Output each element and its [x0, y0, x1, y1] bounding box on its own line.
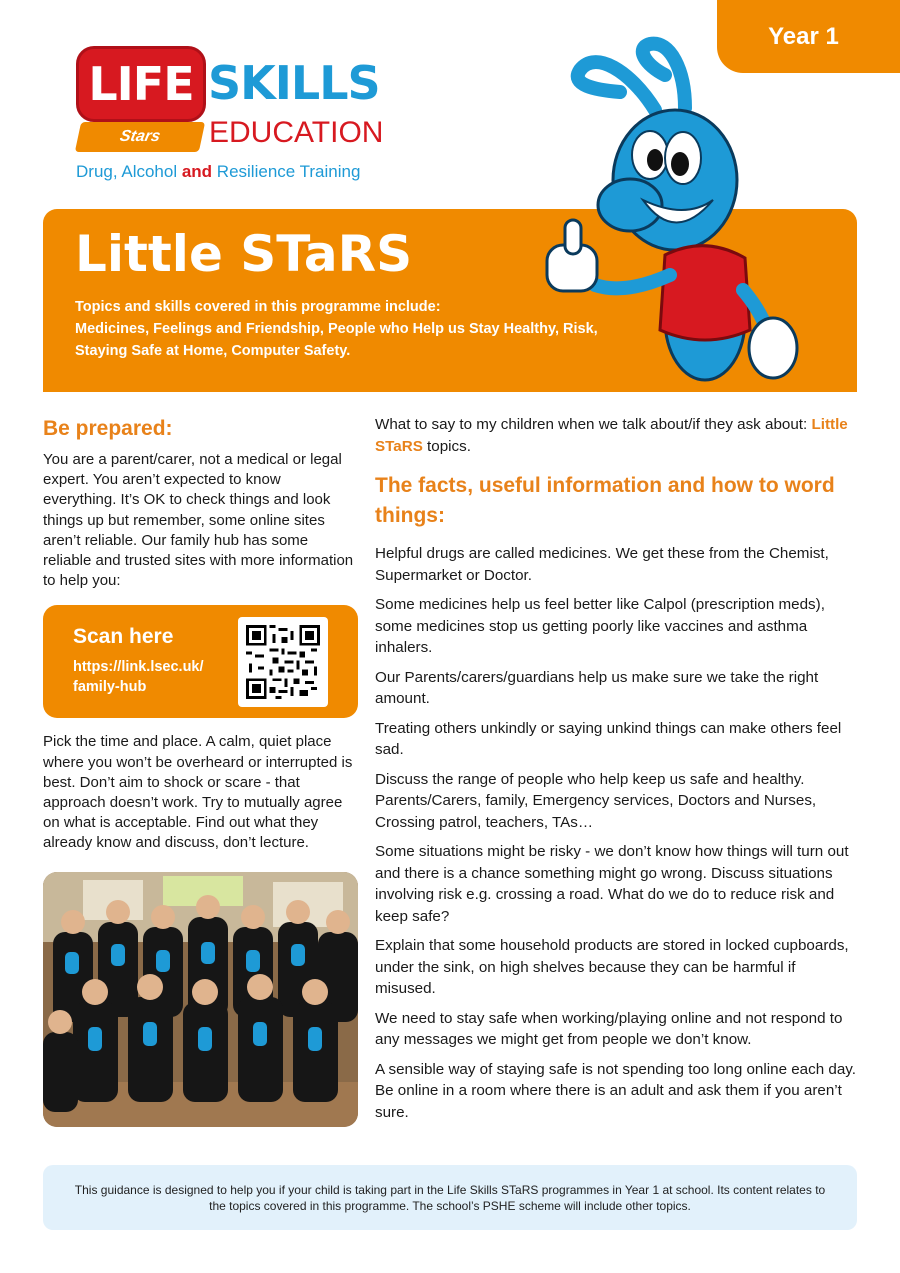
tagline-and: and — [181, 162, 213, 181]
fact-paragraph: Discuss the range of people who help keep us safe and healthy. Parents/Carers, family, Emergency services, Doctors and Nurses, Crossing patrol, teachers, TAs… — [375, 770, 817, 831]
fact-paragraph: Some medicines help us feel better like Calpol (prescription meds), some medicines stop us getting poorly like vaccines and asthma inhalers. — [375, 596, 825, 656]
logo-skills-text: SKILLS — [208, 56, 380, 110]
logo-stars-text: Stars — [118, 128, 162, 145]
life-skills-logo — [72, 42, 402, 182]
logo-stars-swoosh — [75, 122, 205, 152]
lead-paragraph — [375, 414, 860, 457]
scan-box — [43, 605, 358, 718]
tagline-part-2: Resilience Training — [212, 162, 361, 181]
fact-paragraph: Explain that some household products are stored in locked cupboards, under the sink, on high shelves because they can be harmful if misused. — [375, 937, 849, 997]
page-title: Little STaRS — [75, 225, 413, 283]
be-prepared-intro: You are a parent/carer, not a medical or legal expert. You aren’t expected to know everything. It’s OK to check things and look things up but remember, some online sites aren’t reliable. Our family hub has some reliable and trusted sites with more information to help you: — [43, 451, 354, 590]
lead-highlight: Little STaRS — [375, 416, 848, 455]
fact-paragraph: Our Parents/carers/guardians help us make sure we take the right amount. — [375, 668, 819, 707]
footer-note: This guidance is designed to help you if your child is taking part in the Life Skills STaRS programmes in Year 1 at school. Its content relates to the topics covered in this programme. The school’s PSHE scheme will include other topics. — [43, 1165, 857, 1230]
fact-paragraph: Treating others unkindly or saying unkind things can make others feel sad. — [375, 719, 842, 758]
scan-title: Scan here — [73, 625, 174, 649]
be-prepared-heading: Be prepared: — [43, 417, 173, 440]
logo-education-text: EDUCATION — [209, 116, 384, 149]
mascot-illustration — [535, 30, 805, 400]
lead-text-2: topics. — [422, 437, 471, 455]
advice-paragraph: Pick the time and place. A calm, quiet place where you won’t be overheard or interrupted is best. Don’t aim to shock or scare - that approach doesn’t work. Try to mutually agree on what is acceptable. Find out what they already know and discuss, don’t lecture. — [43, 733, 353, 852]
group-photo — [43, 872, 358, 1127]
facts-heading: The facts, useful information and how to word things: — [375, 474, 835, 527]
right-column — [375, 414, 860, 1131]
qr-code-icon[interactable] — [238, 617, 328, 707]
logo-tagline — [76, 162, 360, 182]
lead-text-1: What to say to my children when we talk about/if they ask about: — [375, 416, 812, 433]
tagline-part-1: Drug, Alcohol — [76, 162, 182, 181]
fact-paragraph: Helpful drugs are called medicines. We get these from the Chemist, Supermarket or Doctor. — [375, 545, 829, 584]
logo-life-badge: LIFE — [76, 46, 206, 122]
banner-topics: Medicines, Feelings and Friendship, People who Help us Stay Healthy, Risk, Staying Safe at Home, Computer Safety. — [75, 321, 598, 359]
left-column — [43, 414, 358, 1132]
year-tab: Year 1 — [717, 0, 900, 73]
fact-paragraph: Some situations might be risky - we don’t know how things will turn out and there is a chance something might go wrong. Discuss situations involving risk e.g. crossing a road. What do we do to reduce risk and keep safe? — [375, 843, 849, 925]
family-hub-link[interactable]: https://link.lsec.uk/ family-hub — [73, 659, 204, 696]
fact-paragraph: A sensible way of staying safe is not spending too long online each day. Be online in a room where there is an adult and ask them if you aren’t sure. — [375, 1060, 856, 1121]
banner-subtitle: Topics and skills covered in this programme include: — [75, 299, 441, 315]
fact-paragraph: We need to stay safe when working/playing online and not respond to any messages we might get from people we don’t know. — [375, 1009, 843, 1048]
